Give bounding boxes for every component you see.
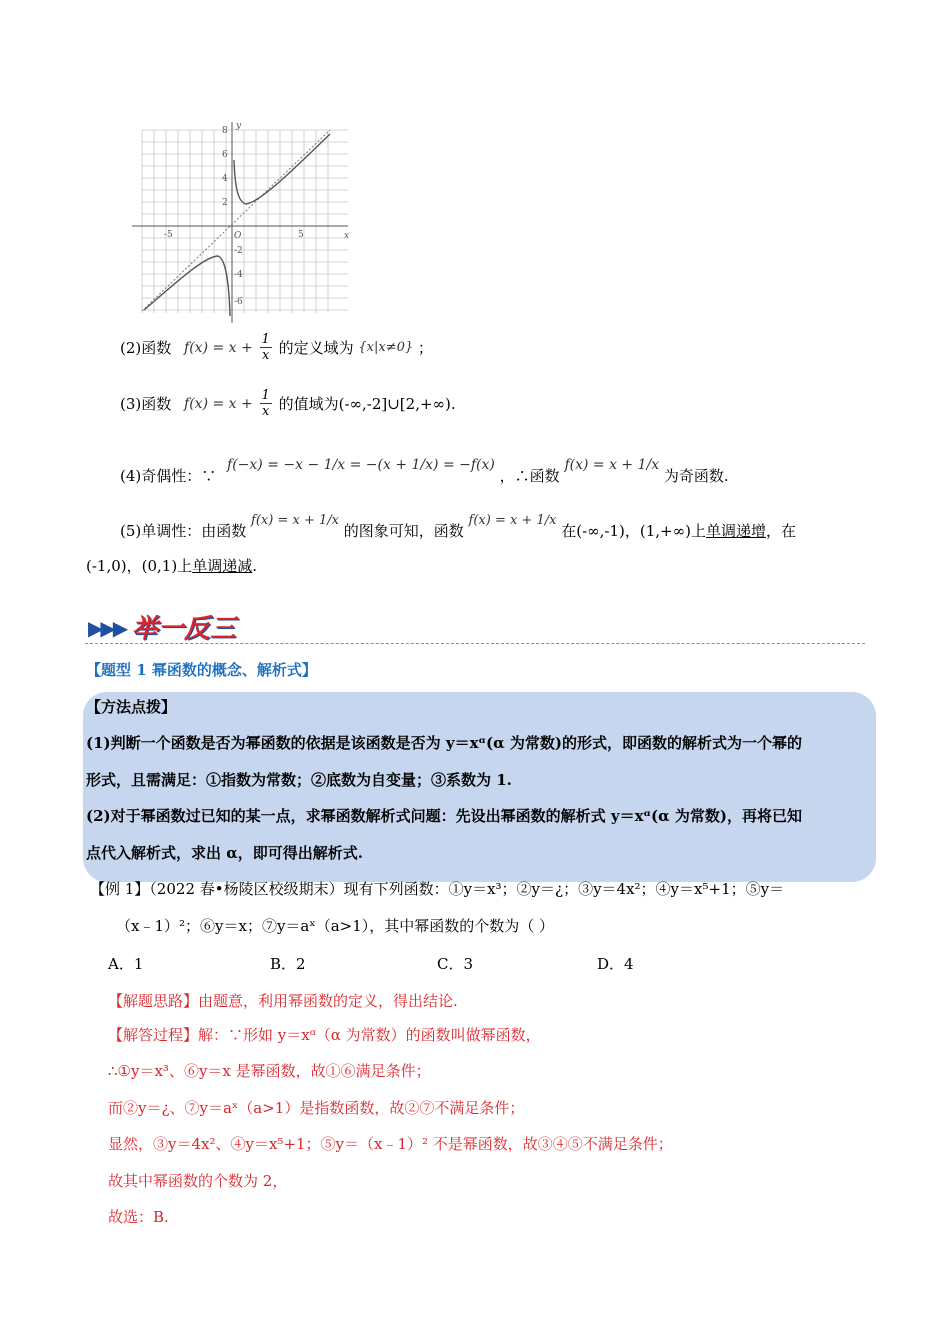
property-domain: [120, 332, 433, 363]
method-line2: 形式，且需满足：①指数为常数；②底数为自变量；③系数为 1.: [86, 771, 512, 789]
p5-line2b: .: [252, 557, 257, 575]
p4-suffix: 为奇函数.: [663, 467, 729, 485]
y-tick-8: 8: [222, 126, 228, 136]
section-divider: [85, 643, 865, 644]
solution-step1: ∴①y＝x³、⑥y＝x 是幂函数，故①⑥满足条件；: [108, 1062, 431, 1080]
p5-line2a: (-1,0)，(0,1)上: [86, 557, 193, 575]
option-a: A．1: [108, 955, 144, 973]
solution-step4: 故其中幂函数的个数为 2，: [108, 1172, 288, 1190]
y-tick-6: 6: [222, 150, 228, 160]
function-graph: [130, 118, 355, 326]
p4-prefix: (4)奇偶性：∵: [120, 467, 217, 485]
p5-decreasing: 单调递减: [192, 557, 253, 575]
option-c: C．3: [437, 955, 474, 973]
p2-suffix: ；: [417, 339, 433, 357]
section-heading: 【题型 1 幂函数的概念、解析式】: [86, 661, 317, 679]
p2-set: {x|x≠0}: [358, 340, 414, 355]
p4-mid: ，∴函数: [499, 467, 560, 485]
p2-fraction: $\frac{1}{x}$: [261, 332, 270, 363]
p3-text: 的值域为(-∞,-2]∪[2,+∞).: [278, 395, 456, 413]
y-tick-neg2: -2: [234, 246, 243, 256]
method-line1: (1)判断一个函数是否为幂函数的依据是该函数是否为 y＝xᵅ(α 为常数)的形式，即函数的解析式为一个幂的: [86, 734, 802, 752]
p5-increasing: 单调递增: [705, 522, 766, 540]
p4-expr: f(−x) = −x − 1/x = −(x + 1/x) = −f(x): [227, 457, 495, 473]
option-d: D．4: [597, 955, 634, 973]
property-range: [120, 388, 456, 419]
y-tick-4: 4: [222, 174, 228, 184]
example-line2: （x﹣1）²；⑥y＝x；⑦y＝aˣ（a>1），其中幂函数的个数为（ ）: [116, 917, 555, 935]
p5-mid: 的图象可知，函数: [343, 522, 464, 540]
y-tick-2: 2: [222, 198, 228, 208]
y-axis-label: y: [236, 121, 242, 131]
option-b: B．2: [270, 955, 306, 973]
method-line3: (2)对于幂函数过已知的某一点，求幂函数解析式问题：先设出幂函数的解析式 y＝xᵅ(α 为常数)，再将已知: [86, 807, 802, 825]
p4-func: f(x) = x + 1/x: [564, 457, 660, 473]
p2-prefix: (2)函数: [120, 339, 172, 357]
property-parity: [120, 457, 729, 486]
asymptote-line: [142, 130, 330, 311]
p3-fraction: $\frac{1}{x}$: [261, 388, 270, 419]
banner-arrows: ▶▶▶: [88, 616, 126, 640]
p3-prefix: (3)函数: [120, 395, 172, 413]
property-monotonic-line2: [86, 555, 257, 576]
method-title: 【方法点拨】: [86, 698, 177, 716]
method-line4: 点代入解析式，求出 α，即可得出解析式.: [86, 844, 363, 862]
p3-func: f(x) = x +: [184, 395, 253, 412]
x-axis-label: x: [344, 231, 350, 241]
x-tick-5: 5: [298, 230, 304, 240]
p2-middle: 的定义域为: [278, 339, 354, 357]
y-tick-neg6: -6: [234, 297, 243, 307]
p5-func: f(x) = x + 1/x: [251, 513, 339, 528]
solution-step2: 而②y＝¿、⑦y＝aˣ（a>1）是指数函数，故②⑦不满足条件；: [108, 1099, 525, 1117]
property-monotonic: [120, 513, 796, 541]
example-line1: 【例 1】（2022 春•杨陵区校级期末）现有下列函数：①y＝x³；②y＝¿；③y＝4x²；④y＝x⁵+1；⑤y＝: [90, 880, 785, 898]
banner-title: 举一反三: [132, 614, 237, 644]
origin-label: O: [234, 231, 242, 241]
p2-func: f(x) = x +: [184, 339, 253, 356]
solution-answer: 故选：B.: [108, 1208, 169, 1226]
p5-text1: 在(-∞,-1)，(1,+∞)上: [561, 522, 706, 540]
solution-step3: 显然，③y＝4x²、④y＝x⁵+1；⑤y＝（x﹣1）² 不是幂函数，故③④⑤不满足条件；: [108, 1135, 673, 1153]
p5-prefix: (5)单调性：由函数: [120, 522, 247, 540]
p5-func2: f(x) = x + 1/x: [468, 513, 557, 528]
y-tick-neg4: -4: [234, 270, 243, 280]
solution-idea: 【解题思路】由题意，利用幂函数的定义，得出结论.: [108, 992, 458, 1010]
solution-process: 【解答过程】解：∵形如 y＝xᵅ（α 为常数）的函数叫做幂函数，: [108, 1026, 541, 1044]
p5-text2: ，在: [765, 522, 796, 540]
x-tick-neg5: -5: [164, 230, 173, 240]
